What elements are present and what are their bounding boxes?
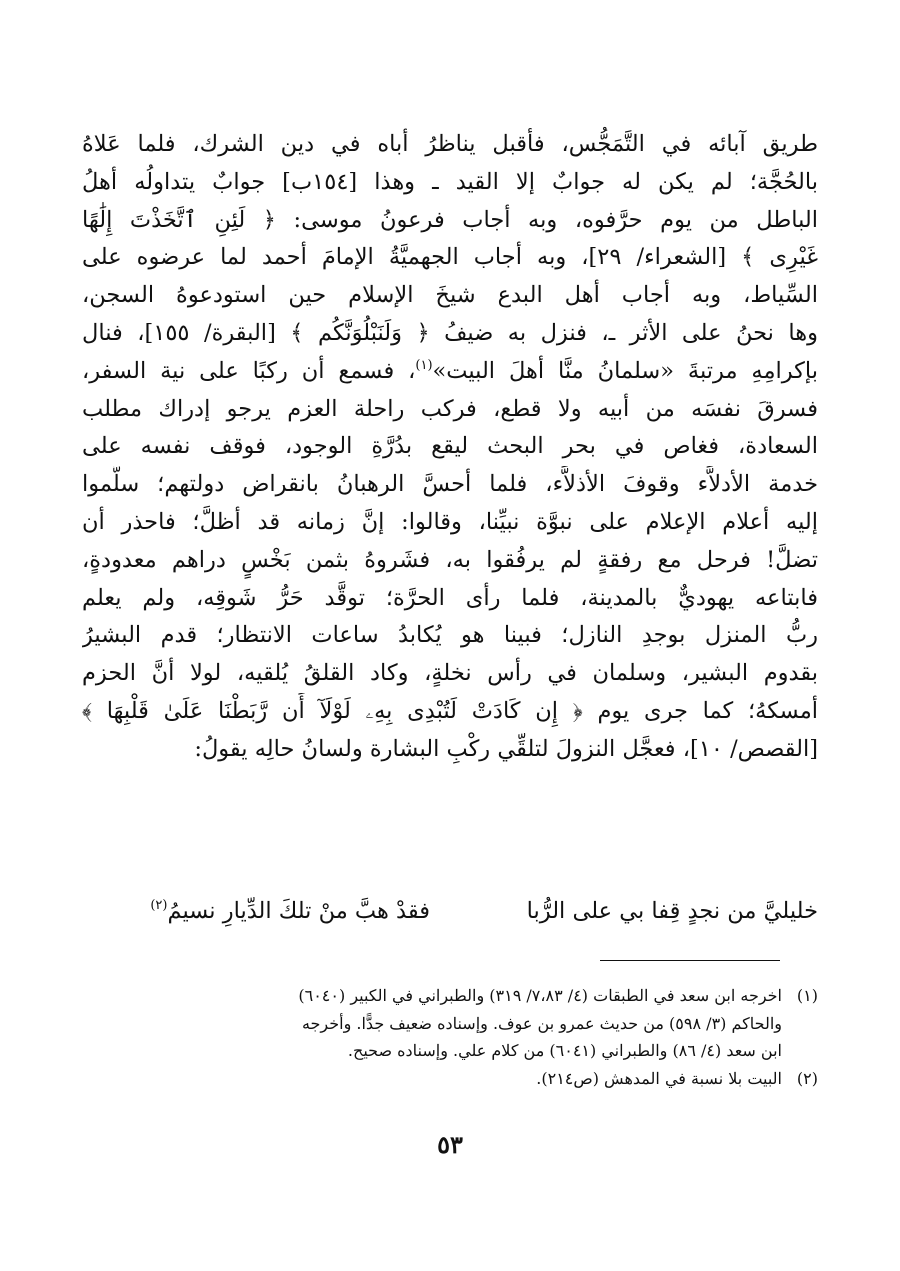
text-line: تضلَّ! فرحل مع رفقةٍ لم يرفُقوا به، فشَروهُ بثمن بَخْسٍ دراهم معدودةٍ،	[82, 546, 818, 573]
footnote-ref-1[interactable]: (١)	[415, 357, 433, 373]
text-line: طريق آبائه في التَّمَجُّس، فأقبل يناظرُ أباه في دين الشرك، فلما عَلاهُ	[82, 131, 818, 157]
text-line: بقدوم البشير، وسلمان في رأس نخلةٍ، وكاد القلقُ يُلقيه، لولا أنَّ الحزم	[82, 660, 818, 687]
verse-hemistich-1: خليليَّ من نجدٍ قِفا بي على الرُّبا	[526, 898, 818, 924]
text-line: السِّياط، وبه أجاب أهل البدع شيخَ الإسلام حين استودعوهُ السجن،	[82, 282, 818, 309]
text-line: ربُّ المنزل بوجدِ النازل؛ فبينا هو يُكابدُ ساعات الانتظار؛ قدم البشيرُ	[82, 622, 818, 649]
footnote-1	[82, 982, 818, 1010]
footnote-number: (٢)	[796, 1068, 818, 1088]
footnote-ref-2[interactable]: (٢)	[150, 898, 168, 913]
footnote-text: البيت بلا نسبة في المدهش (ص٢١٤).	[536, 1068, 782, 1088]
verse-hemistich-2-text: فقدْ هبَّ منْ تلكَ الدِّيارِ نسيمُ	[167, 898, 430, 924]
text-segment: بإكرامِهِ مرتبةَ «سلمانُ منَّا أهلَ البيت»	[432, 357, 818, 384]
text-line: أمسكهُ؛ كما جرى يوم ﴿ إِن كَادَتْ لَتُبْدِى بِهِۦ لَوْلَآ أَن رَّبَطْنَا عَلَىٰ قَلْبِهَا ﴾	[82, 697, 818, 724]
text-line: فسرقَ نفسَه من أبيه ولا قطع، فركب راحلة العزم يرجو إدراك مطلب	[82, 395, 818, 422]
footnote-text: اخرجه ابن سعد في الطبقات (٤/ ٧،٨٣/ ٣١٩) والطبراني في الكبير (٦٠٤٠)	[298, 986, 782, 1005]
poem-verse	[82, 888, 818, 934]
main-text	[82, 126, 818, 769]
footnote-text: ابن سعد (٤/ ٨٦) والطبراني (٦٠٤١) من كلام علي. وإسناده صحيح.	[347, 1041, 782, 1060]
text-line: بالحُجَّة؛ لم يكن له جوابٌ إلا القيد ـ وهذا [١٥٤ب] جوابٌ يتداولُه أهلُ	[82, 168, 818, 195]
text-line: غَيْرِى ﴾ [الشعراء/ ٢٩]، وبه أجاب الجهميَّةُ الإمامَ أحمد لما عرضوه على	[82, 244, 818, 271]
verse-hemistich-2	[150, 888, 430, 934]
text-line: خدمة الأدلاَّء وقوفَ الأذلاَّء، فلما أحسَّ الرهبانُ بانقراض دولتهم؛ سلَّموا	[82, 471, 818, 498]
text-line: الباطل من يوم حرَّفوه، وبه أجاب فرعونُ موسى: ﴿ لَئِنِ ٱتَّخَذْتَ إِلَٰهًا	[82, 206, 818, 233]
text-line: السعادة، فغاص في بحر البحث ليقع بدُرَّةِ الوجود، فوقف نفسه على	[82, 433, 818, 460]
footnote-2	[82, 1065, 818, 1093]
footnotes	[82, 982, 818, 1092]
text-segment: ، فسمع أن ركبًا على نية السفر،	[82, 357, 416, 384]
text-line: [القصص/ ١٠]، فعجَّل النزولَ لتلقِّي ركْبِ البشارة ولسانُ حالِه يقولُ:	[194, 735, 818, 762]
footnote-text: والحاكم (٣/ ٥٩٨) من حديث عمرو بن عوف. وإسناده ضعيف جدًّا. وأخرجه	[301, 1013, 782, 1033]
text-line	[82, 353, 818, 391]
text-line: وها نحنُ على الأثر ـ، فنزل به ضيفُ ﴿ وَلَنَبْلُوَنَّكُم ﴾ [البقرة/ ١٥٥]، فنال	[82, 319, 818, 346]
footnote-separator	[600, 960, 780, 961]
text-line: إليه أعلام الإعلام على نبوَّة نبيِّنا، وقالوا: إنَّ زمانه قد أظلَّ؛ فاحذر أن	[82, 508, 818, 535]
footnote-number: (١)	[796, 986, 818, 1005]
text-line: فابتاعه يهوديٌّ بالمدينة، فلما رأى الحرَّة؛ توقَّد حَرُّ شَوقِه، ولم يعلم	[82, 584, 818, 611]
page-number: ٥٣	[437, 1130, 463, 1159]
